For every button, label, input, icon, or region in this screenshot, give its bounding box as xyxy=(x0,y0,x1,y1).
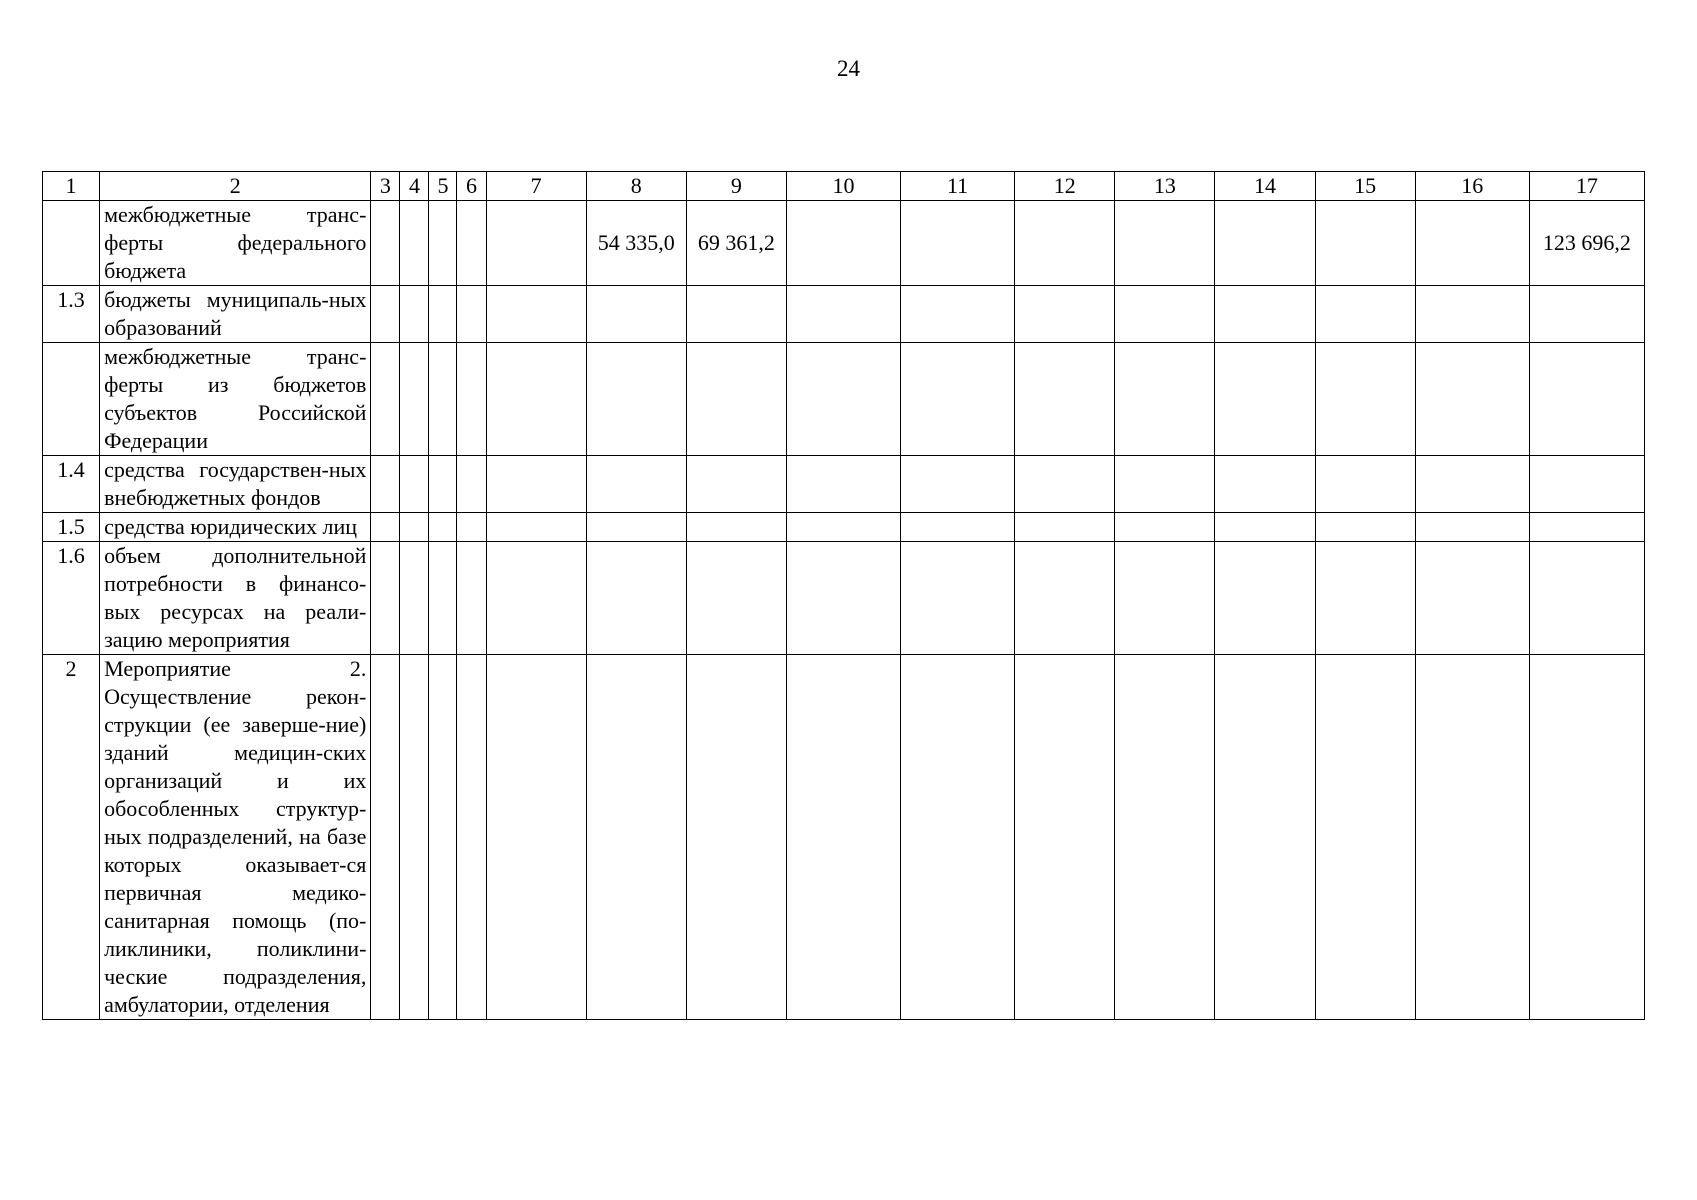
value-cell-col-13 xyxy=(1115,513,1215,542)
value-cell-col-4 xyxy=(400,343,429,456)
value-cell-col-7 xyxy=(486,542,586,655)
value-cell-col-10 xyxy=(786,542,900,655)
row-name-cell: межбюджетные транс-ферты федерального бюджета xyxy=(100,201,371,286)
row-name-cell: средства юридических лиц xyxy=(100,513,371,542)
value-cell-col-15 xyxy=(1315,513,1415,542)
row-number-cell xyxy=(43,201,100,286)
value-cell-col-5 xyxy=(429,286,457,343)
value-cell-col-8 xyxy=(586,456,686,513)
value-cell-col-10 xyxy=(786,201,900,286)
column-header-5: 5 xyxy=(429,172,457,201)
row-number-cell: 2 xyxy=(43,655,100,1020)
value-cell-col-4 xyxy=(400,286,429,343)
value-cell-col-7 xyxy=(486,201,586,286)
value-cell-col-9 xyxy=(686,542,786,655)
value-cell-col-11 xyxy=(901,286,1015,343)
value-cell-col-16 xyxy=(1415,513,1529,542)
value-cell-col-9 xyxy=(686,286,786,343)
value-cell-col-13 xyxy=(1115,456,1215,513)
table-body xyxy=(43,172,1645,1020)
value-cell-col-14 xyxy=(1215,513,1315,542)
column-header-9: 9 xyxy=(686,172,786,201)
value-cell-col-5 xyxy=(429,343,457,456)
value-cell-col-9 xyxy=(686,343,786,456)
value-cell-col-14 xyxy=(1215,456,1315,513)
value-cell-col-3 xyxy=(371,201,400,286)
value-cell-col-4 xyxy=(400,513,429,542)
value-cell-col-8 xyxy=(586,286,686,343)
value-cell-col-7 xyxy=(486,343,586,456)
value-cell-col-9: 69 361,2 xyxy=(686,201,786,286)
table-header-row xyxy=(43,172,1645,201)
value-cell-col-15 xyxy=(1315,343,1415,456)
value-cell-col-10 xyxy=(786,513,900,542)
value-cell-col-6 xyxy=(457,343,486,456)
value-cell-col-6 xyxy=(457,513,486,542)
value-cell-col-13 xyxy=(1115,542,1215,655)
value-cell-col-12 xyxy=(1015,286,1115,343)
row-name-cell: Мероприятие 2. Осуществление рекон-струкции (ее заверше-ние) зданий медицин-ских организаций и их обособленных структур-ных подразделений, на базе которых оказывает-ся первичная медико-санитарная помощь (по-ликлиники, поликлини-ческие подразделения, амбулатории, отделения xyxy=(100,655,371,1020)
value-cell-col-7 xyxy=(486,456,586,513)
value-cell-col-12 xyxy=(1015,343,1115,456)
value-cell-col-14 xyxy=(1215,201,1315,286)
value-cell-col-12 xyxy=(1015,655,1115,1020)
value-cell-col-9 xyxy=(686,655,786,1020)
column-header-13: 13 xyxy=(1115,172,1215,201)
value-cell-col-15 xyxy=(1315,655,1415,1020)
value-cell-col-13 xyxy=(1115,286,1215,343)
value-cell-col-16 xyxy=(1415,343,1529,456)
value-cell-col-8 xyxy=(586,655,686,1020)
value-cell-col-5 xyxy=(429,655,457,1020)
row-name-cell: средства государствен-ных внебюджетных фондов xyxy=(100,456,371,513)
column-header-3: 3 xyxy=(371,172,400,201)
value-cell-col-10 xyxy=(786,286,900,343)
value-cell-col-13 xyxy=(1115,343,1215,456)
value-cell-col-14 xyxy=(1215,343,1315,456)
value-cell-col-11 xyxy=(901,513,1015,542)
table-row xyxy=(43,343,1645,456)
value-cell-col-7 xyxy=(486,513,586,542)
value-cell-col-6 xyxy=(457,456,486,513)
value-cell-col-17 xyxy=(1529,655,1644,1020)
row-number-cell: 1.4 xyxy=(43,456,100,513)
value-cell-col-4 xyxy=(400,201,429,286)
value-cell-col-11 xyxy=(901,456,1015,513)
value-cell-col-13 xyxy=(1115,201,1215,286)
value-cell-col-10 xyxy=(786,655,900,1020)
row-number-cell: 1.6 xyxy=(43,542,100,655)
value-cell-col-8: 54 335,0 xyxy=(586,201,686,286)
table-row xyxy=(43,286,1645,343)
column-header-7: 7 xyxy=(486,172,586,201)
value-cell-col-3 xyxy=(371,513,400,542)
value-cell-col-17 xyxy=(1529,456,1644,513)
value-cell-col-3 xyxy=(371,655,400,1020)
value-cell-col-7 xyxy=(486,286,586,343)
value-cell-col-3 xyxy=(371,286,400,343)
value-cell-col-6 xyxy=(457,201,486,286)
value-cell-col-15 xyxy=(1315,542,1415,655)
column-header-11: 11 xyxy=(901,172,1015,201)
value-cell-col-12 xyxy=(1015,542,1115,655)
budget-table xyxy=(42,171,1645,1020)
value-cell-col-16 xyxy=(1415,456,1529,513)
value-cell-col-11 xyxy=(901,343,1015,456)
value-cell-col-15 xyxy=(1315,456,1415,513)
value-cell-col-11 xyxy=(901,655,1015,1020)
value-cell-col-11 xyxy=(901,542,1015,655)
row-number-cell: 1.3 xyxy=(43,286,100,343)
table-row xyxy=(43,201,1645,286)
table-row xyxy=(43,513,1645,542)
column-header-15: 15 xyxy=(1315,172,1415,201)
value-cell-col-9 xyxy=(686,456,786,513)
value-cell-col-7 xyxy=(486,655,586,1020)
value-cell-col-8 xyxy=(586,513,686,542)
page-number: 24 xyxy=(837,56,860,81)
column-header-17: 17 xyxy=(1529,172,1644,201)
value-cell-col-17 xyxy=(1529,286,1644,343)
value-cell-col-12 xyxy=(1015,456,1115,513)
table-row xyxy=(43,542,1645,655)
value-cell-col-9 xyxy=(686,513,786,542)
value-cell-col-15 xyxy=(1315,201,1415,286)
row-name-cell: объем дополнительной потребности в финансо-вых ресурсах на реали-зацию мероприятия xyxy=(100,542,371,655)
value-cell-col-17 xyxy=(1529,513,1644,542)
row-name-cell: бюджеты муниципаль-ных образований xyxy=(100,286,371,343)
column-header-8: 8 xyxy=(586,172,686,201)
value-cell-col-4 xyxy=(400,655,429,1020)
row-number-cell: 1.5 xyxy=(43,513,100,542)
value-cell-col-17: 123 696,2 xyxy=(1529,201,1644,286)
value-cell-col-10 xyxy=(786,456,900,513)
column-header-1: 1 xyxy=(43,172,100,201)
value-cell-col-16 xyxy=(1415,655,1529,1020)
value-cell-col-16 xyxy=(1415,201,1529,286)
value-cell-col-6 xyxy=(457,655,486,1020)
value-cell-col-6 xyxy=(457,542,486,655)
value-cell-col-12 xyxy=(1015,513,1115,542)
value-cell-col-5 xyxy=(429,201,457,286)
column-header-10: 10 xyxy=(786,172,900,201)
value-cell-col-17 xyxy=(1529,542,1644,655)
column-header-2: 2 xyxy=(100,172,371,201)
column-header-16: 16 xyxy=(1415,172,1529,201)
table-row xyxy=(43,655,1645,1020)
value-cell-col-16 xyxy=(1415,286,1529,343)
value-cell-col-12 xyxy=(1015,201,1115,286)
value-cell-col-11 xyxy=(901,201,1015,286)
value-cell-col-10 xyxy=(786,343,900,456)
value-cell-col-14 xyxy=(1215,286,1315,343)
value-cell-col-6 xyxy=(457,286,486,343)
column-header-14: 14 xyxy=(1215,172,1315,201)
row-number-cell xyxy=(43,343,100,456)
value-cell-col-14 xyxy=(1215,542,1315,655)
row-name-cell: межбюджетные транс-ферты из бюджетов субъектов Российской Федерации xyxy=(100,343,371,456)
value-cell-col-14 xyxy=(1215,655,1315,1020)
value-cell-col-5 xyxy=(429,456,457,513)
value-cell-col-4 xyxy=(400,542,429,655)
value-cell-col-4 xyxy=(400,456,429,513)
value-cell-col-8 xyxy=(586,542,686,655)
value-cell-col-16 xyxy=(1415,542,1529,655)
value-cell-col-8 xyxy=(586,343,686,456)
value-cell-col-5 xyxy=(429,513,457,542)
value-cell-col-3 xyxy=(371,542,400,655)
value-cell-col-3 xyxy=(371,456,400,513)
column-header-12: 12 xyxy=(1015,172,1115,201)
column-header-4: 4 xyxy=(400,172,429,201)
column-header-6: 6 xyxy=(457,172,486,201)
value-cell-col-15 xyxy=(1315,286,1415,343)
value-cell-col-5 xyxy=(429,542,457,655)
value-cell-col-17 xyxy=(1529,343,1644,456)
value-cell-col-13 xyxy=(1115,655,1215,1020)
table-row xyxy=(43,456,1645,513)
value-cell-col-3 xyxy=(371,343,400,456)
